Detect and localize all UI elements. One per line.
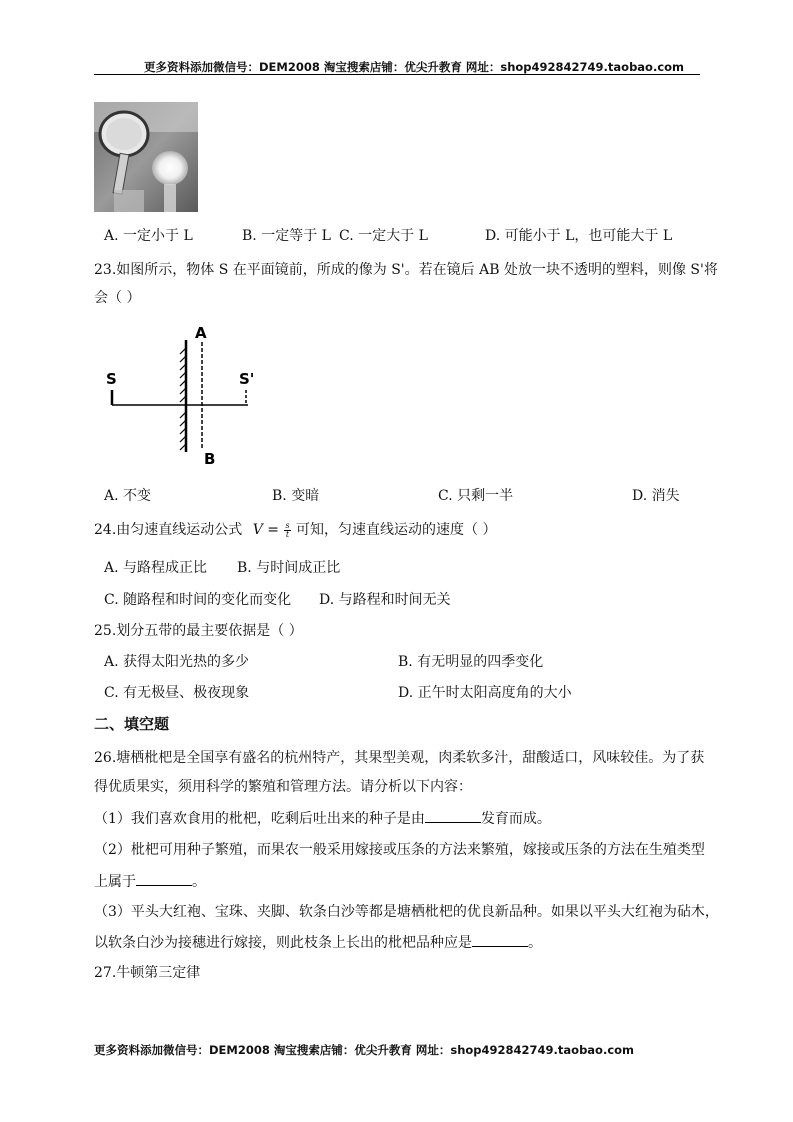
q23-option-c: C. 只剩一半: [438, 488, 514, 504]
q24-option-b: B. 与时间成正比: [237, 560, 341, 576]
q26-part2-line1: （2）枇杷可用种子繁殖，而果农一般采用嫁接或压条的方法来繁殖，嫁接或压条的方法在生殖类型: [94, 842, 705, 858]
q26-stem-line2: 得优质果实，须用科学的繁殖和管理方法。请分析以下内容：: [94, 779, 472, 795]
q25-stem: 25.划分五带的最主要依据是（ ）: [94, 623, 303, 639]
q25-option-c: C. 有无极昼、极夜现象: [104, 685, 250, 701]
q24-option-c: C. 随路程和时间的变化而变化: [104, 592, 292, 608]
q24-formula-den: t: [285, 529, 290, 539]
q26-part2-line2: [94, 871, 206, 892]
q24-formula-eq: =: [267, 522, 280, 538]
q23-stem-line1: 23.如图所示，物体 S 在平面镜前，所成的像为 S'。若在镜后 AB 处放一块不透明的塑料，则像 S'将: [94, 262, 718, 278]
q26-part3-line2: [94, 932, 542, 953]
q27-stem: 27.牛顿第三定律: [94, 965, 201, 981]
q26-part2-after: 。: [192, 874, 206, 890]
label-b: B: [204, 450, 216, 468]
q24-formula-num: s: [285, 520, 290, 530]
q26-part1: [94, 808, 551, 829]
q26-part3-line1: （3）平头大红袍、宝珠、夹脚、软条白沙等都是塘栖枇杷的优良新品种。如果以平头大红袍为砧木，: [94, 904, 719, 920]
page-footer: 更多资料添加微信号：DEM2008 淘宝搜索店铺：优尖升教育 网址：shop492842749.taobao.com: [94, 1043, 635, 1057]
q24-option-d: D. 与路程和时间无关: [319, 592, 451, 608]
label-s-prime: S': [239, 370, 255, 388]
mirror-diagram: [100, 318, 260, 470]
magnifier-photo: [94, 102, 198, 212]
q24-stem-before: 24.由匀速直线运动公式: [94, 522, 243, 538]
q22-option-a: A. 一定小于 L: [104, 228, 193, 244]
q23-option-b: B. 变暗: [272, 488, 320, 504]
q26-part1-after: 发育而成。: [480, 811, 551, 827]
q26-part3-after: 。: [528, 935, 542, 951]
q24-stem: [94, 520, 497, 540]
q23-option-d: D. 消失: [632, 488, 680, 504]
page-header: 更多资料添加微信号：DEM2008 淘宝搜索店铺：优尖升教育 网址：shop492842749.taobao.com: [144, 60, 685, 74]
q25-option-b: B. 有无明显的四季变化: [398, 654, 544, 670]
q25-option-d: D. 正午时太阳高度角的大小: [398, 685, 572, 701]
q24-stem-after: 可知，匀速直线运动的速度（ ）: [296, 522, 497, 538]
label-a: A: [195, 324, 207, 342]
q22-option-d: D. 可能小于 L，也可能大于 L: [485, 228, 673, 244]
q26-answer-blank-2[interactable]: [136, 871, 192, 886]
q26-part1-before: （1）我们喜欢食用的枇杷，吃剩后吐出来的种子是由: [94, 811, 425, 827]
q23-option-a: A. 不变: [104, 488, 152, 504]
q26-part2-before: 上属于: [94, 874, 136, 890]
section-title: 二、填空题: [94, 715, 170, 733]
header-divider: [94, 74, 700, 75]
q26-answer-blank-3[interactable]: [472, 932, 528, 947]
label-s: S: [106, 370, 117, 388]
q25-option-a: A. 获得太阳光热的多少: [104, 654, 250, 670]
q26-stem-line1: 26.塘栖枇杷是全国享有盛名的杭州特产，其果型美观，肉柔软多汁，甜酸适口，风味较佳。为了获: [94, 750, 705, 766]
q26-answer-blank-1[interactable]: [425, 808, 481, 823]
q22-option-c: C. 一定大于 L: [339, 228, 428, 244]
q26-part3-before: 以软条白沙为接穗进行嫁接，则此枝条上长出的枇杷品种应是: [94, 935, 472, 951]
q24-formula-v: V: [252, 522, 263, 538]
q22-option-b: B. 一定等于 L: [242, 228, 331, 244]
q24-option-a: A. 与路程成正比: [104, 560, 208, 576]
q24-formula-fraction: [284, 522, 290, 539]
q23-stem-line2: 会（ ）: [94, 290, 141, 306]
